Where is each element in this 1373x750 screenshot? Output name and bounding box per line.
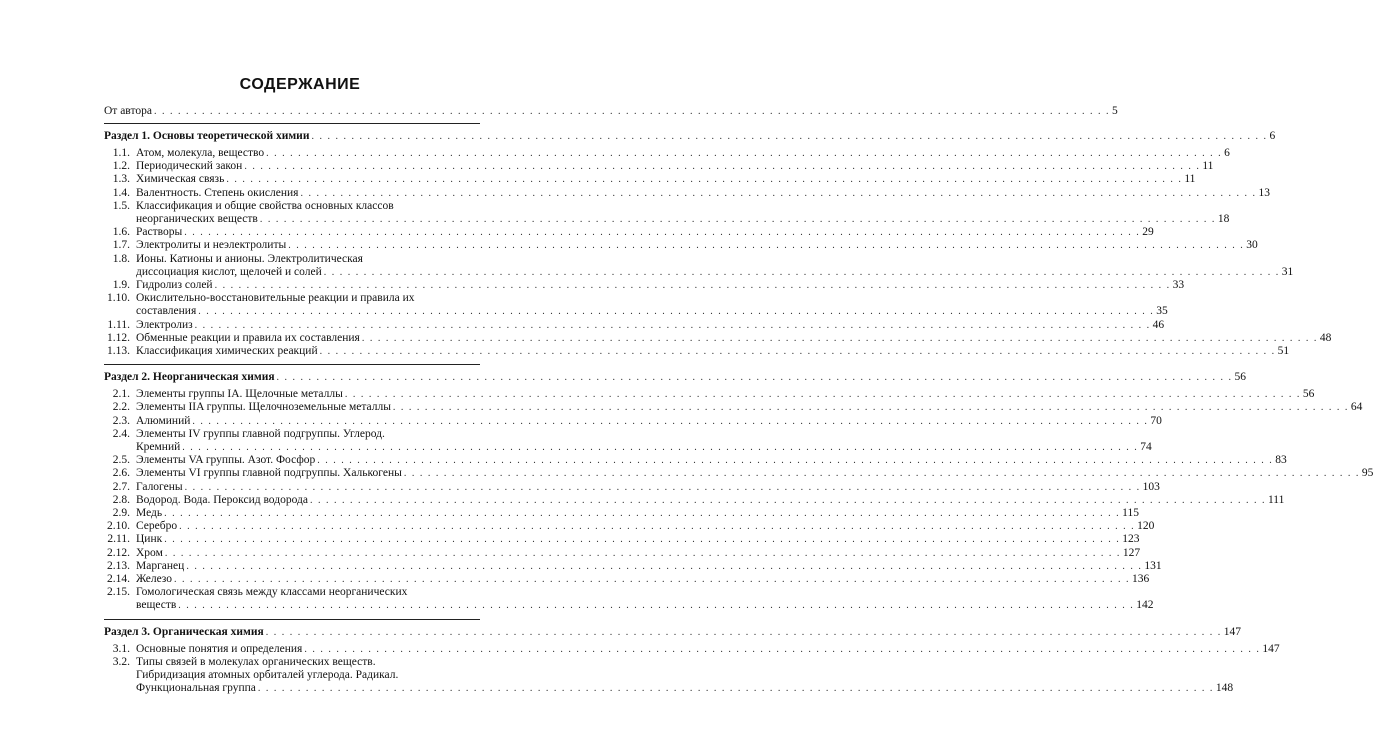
toc-entry xyxy=(104,291,480,305)
toc-entry[interactable] xyxy=(104,265,1294,279)
entry-number: 2.12. xyxy=(107,546,130,559)
entry-number: 1.2. xyxy=(112,160,130,173)
toc-entry[interactable] xyxy=(104,466,1373,480)
entry-title: Гидролиз солей xyxy=(136,279,213,291)
dot-leader: . . . . . . . . . . . . . . . . . . . . . . . . . . . . . . . . . . . . . . . . . . . . . . . . . . . . . . . . . . . . . . . . . . . . . . . . . . . . . . . . . . . . . . . . . . . . . . . . . . . . . . . . . . . . . . . . . . . . . . . . xyxy=(304,643,1261,655)
entry-number: 2.8. xyxy=(112,493,130,506)
entry-title: Элементы группы IA. Щелочные металлы xyxy=(136,388,343,401)
page-number: 5 xyxy=(1111,105,1118,117)
page-number: 48 xyxy=(1319,331,1332,344)
dot-leader: . . . . . . . . . . . . . . . . . . . . . . . . . . . . . . . . . . . . . . . . . . . . . . . . . . . . . . . . . . . . . . . . . . . . . . . . . . . . . . . . . . . . . . . . . . . . . . . . . . . . . . . . . . . . . . . . . . . . . . . . xyxy=(300,187,1257,199)
entry-number: 2.3. xyxy=(112,414,130,427)
entry-number: 2.10. xyxy=(107,520,130,533)
entry-title: Марганец xyxy=(136,559,185,572)
page-number: 115 xyxy=(1122,507,1139,519)
toc-entry xyxy=(104,668,480,682)
toc-entry[interactable] xyxy=(104,318,1165,332)
entry-title: Классификация химических реакций xyxy=(136,345,318,357)
entry-title: Электролиз xyxy=(136,318,193,331)
dot-leader: . . . . . . . . . . . . . . . . . . . . . . . . . . . . . . . . . . . . . . . . . . . . . . . . . . . . . . . . . . . . . . . . . . . . . . . . . . . . . . . . . . . . . . . . . . . . . . . . . . . . . . . . . . . . . . . . . . . . . . . . xyxy=(186,560,1143,572)
dot-leader: . . . . . . . . . . . . . . . . . . . . . . . . . . . . . . . . . . . . . . . . . . . . . . . . . . . . . . . . . . . . . . . . . . . . . . . . . . . . . . . . . . . . . . . . . . . . . . . . . . . . . . . . . . . . . . . . . . . . . . . . xyxy=(323,266,1280,278)
toc-entry[interactable] xyxy=(104,278,1185,292)
dot-leader: . . . . . . . . . . . . . . . . . . . . . . . . . . . . . . . . . . . . . . . . . . . . . . . . . . . . . . . . . . . . . . . . . . . . . . . . . . . . . . . . . . . . . . . . . . . . . . . . . . . . . . . . . . . . . . . . . . . . . . . . xyxy=(194,319,1151,331)
entry-number: 1.7. xyxy=(112,239,130,252)
entry-number: 1.13. xyxy=(107,345,130,357)
entry-number: 3.2. xyxy=(112,655,130,668)
toc-entry[interactable] xyxy=(104,480,1160,494)
dot-leader: . . . . . . . . . . . . . . . . . . . . . . . . . . . . . . . . . . . . . . . . . . . . . . . . . . . . . . . . . . . . . . . . . . . . . . . . . . . . . . . . . . . . . . . . . . . . . . . . . . . . . . . . . . . . . . . . . . . . . . . . xyxy=(392,402,1349,414)
entry-title: Серебро xyxy=(136,520,178,533)
entry-title: Элементы VA группы. Азот. Фосфор xyxy=(136,454,316,467)
toc-entry[interactable] xyxy=(104,304,1168,318)
dot-leader: . . . . . . . . . . . . . . . . . . . . . . . . . . . . . . . . . . . . . . . . . . . . . . . . . . . . . . . . . . . . . . . . . . . . . . . . . . . . . . . . . . . . . . . . . . . . . . . . . . . . . . . . . . . . . . . . . . . . . . . . xyxy=(259,214,1216,225)
entry-title: Периодический закон xyxy=(136,160,243,173)
page-number: 103 xyxy=(1142,480,1160,493)
entry-number: 1.9. xyxy=(112,279,130,291)
page-number: 95 xyxy=(1361,467,1373,480)
section-divider xyxy=(104,364,480,365)
page-number: 33 xyxy=(1172,279,1185,291)
toc-entry xyxy=(104,199,480,213)
toc-entry[interactable] xyxy=(104,559,1162,573)
dot-leader: . . . . . . . . . . . . . . . . . . . . . . . . . . . . . . . . . . . . . . . . . . . . . . . . . . . . . . . . . . . . . . . . . . . . . . . . . . . . . . . . . . . . . . . . . . . . . . . . . . . . . . . . . . . . . . . . . . . . . . . . xyxy=(153,106,1110,117)
entry-number: 1.3. xyxy=(112,173,130,186)
entry-title: Кремний xyxy=(136,441,181,453)
page-number: 46 xyxy=(1152,318,1165,331)
entry-title: веществ xyxy=(136,599,177,612)
entry-title: Окислительно-восстановительные реакции и правила их xyxy=(136,292,415,305)
page-number: 6 xyxy=(1269,130,1276,142)
entry-title: Медь xyxy=(136,507,163,519)
dot-leader: . . . . . . . . . . . . . . . . . . . . . . . . . . . . . . . . . . . . . . . . . . . . . . . . . . . . . . . . . . . . . . . . . . . . . . . . . . . . . . . . . . . . . . . . . . . . . . . . . . . . . . . . . . . . . . . . . . . . . . . . xyxy=(309,494,1266,506)
entry-title: Функциональная группа xyxy=(136,682,256,695)
section-heading[interactable] xyxy=(104,129,1276,143)
entry-number: 2.2. xyxy=(112,401,130,414)
entry-number: 1.11. xyxy=(107,318,130,331)
page-number: 56 xyxy=(1234,371,1247,384)
entry-title: Валентность. Степень окисления xyxy=(136,186,299,199)
section-divider xyxy=(104,619,480,620)
page-number: 83 xyxy=(1275,454,1287,467)
entry-title: неорганических веществ xyxy=(136,213,258,225)
dot-leader: . . . . . . . . . . . . . . . . . . . . . . . . . . . . . . . . . . . . . . . . . . . . . . . . . . . . . . . . . . . . . . . . . . . . . . . . . . . . . . . . . . . . . . . . . . . . . . . . . . . . . . . . . . . . . . . . . . . . . . . . xyxy=(226,174,1183,186)
entry-number: 2.15. xyxy=(107,586,130,599)
toc-entry[interactable] xyxy=(104,440,1152,454)
dot-leader: . . . . . . . . . . . . . . . . . . . . . . . . . . . . . . . . . . . . . . . . . . . . . . . . . . . . . . . . . . . . . . . . . . . . . . . . . . . . . . . . . . . . . . . . . . . . . . . . . . . . . . . . . . . . . . . . . . . . . . . . xyxy=(178,600,1135,612)
entry-number: 1.6. xyxy=(112,226,130,239)
page-number: 35 xyxy=(1156,305,1168,318)
entry-number: 2.5. xyxy=(112,454,130,467)
page-number: 147 xyxy=(1262,642,1280,655)
dot-leader: . . . . . . . . . . . . . . . . . . . . . . . . . . . . . . . . . . . . . . . . . . . . . . . . . . . . . . . . . . . . . . . . . . . . . . . . . . . . . . . . . . . . . . . . . . . . . . . . . . . . . . . . . . . . . . . . . . . . . . . . xyxy=(257,683,1214,695)
toc-entry[interactable] xyxy=(104,331,1332,345)
entry-number: 2.1. xyxy=(112,388,130,401)
entry-title: Железо xyxy=(136,573,173,585)
dot-leader: . . . . . . . . . . . . . . . . . . . . . . . . . . . . . . . . . . . . . . . . . . . . . . . . . . . . . . . . . . . . . . . . . . . . . . . . . . . . . . . . . . . . . . . . . . . . . . . . . . . . . . . . . . . . . . . . . . . . . . . . xyxy=(311,131,1268,142)
toc-entry[interactable] xyxy=(104,172,1196,186)
page-number: 147 xyxy=(1223,625,1241,638)
entry-title: Элементы IV группы главной подгруппы. Углерод. xyxy=(136,427,385,440)
page-number: 127 xyxy=(1122,546,1141,559)
entry-number: 2.4. xyxy=(112,427,130,440)
toc-entry[interactable] xyxy=(104,146,1230,160)
dot-leader: . . . . . . . . . . . . . . . . . . . . . . . . . . . . . . . . . . . . . . . . . . . . . . . . . . . . . . . . . . . . . . . . . . . . . . . . . . . . . . . . . . . . . . . . . . . . . . . . . . . . . . . . . . . . . . . . . . . . . . . . xyxy=(174,574,1131,585)
page-number: 74 xyxy=(1140,441,1152,453)
page-number: 120 xyxy=(1137,520,1155,533)
page-number: 70 xyxy=(1150,414,1162,427)
toc-entry xyxy=(104,252,480,266)
entry-title: Атом, молекула, вещество xyxy=(136,147,265,159)
entry-title: Элементы IIA группы. Щелочноземельные металлы xyxy=(136,401,391,414)
section-divider xyxy=(104,123,480,124)
dot-leader: . . . . . . . . . . . . . . . . . . . . . . . . . . . . . . . . . . . . . . . . . . . . . . . . . . . . . . . . . . . . . . . . . . . . . . . . . . . . . . . . . . . . . . . . . . . . . . . . . . . . . . . . . . . . . . . . . . . . . . . . xyxy=(192,415,1149,427)
entry-title: Цинк xyxy=(136,533,163,546)
toc-entry[interactable] xyxy=(104,414,1162,428)
dot-leader: . . . . . . . . . . . . . . . . . . . . . . . . . . . . . . . . . . . . . . . . . . . . . . . . . . . . . . . . . . . . . . . . . . . . . . . . . . . . . . . . . . . . . . . . . . . . . . . . . . . . . . . . . . . . . . . . . . . . . . . . xyxy=(361,332,1318,344)
page-number: 13 xyxy=(1258,186,1270,199)
dot-leader: . . . . . . . . . . . . . . . . . . . . . . . . . . . . . . . . . . . . . . . . . . . . . . . . . . . . . . . . . . . . . . . . . . . . . . . . . . . . . . . . . . . . . . . . . . . . . . . . . . . . . . . . . . . . . . . . . . . . . . . . xyxy=(179,521,1136,533)
page-number: 136 xyxy=(1132,573,1150,585)
toc-entry-author[interactable] xyxy=(104,104,1118,118)
dot-leader: . . . . . . . . . . . . . . . . . . . . . . . . . . . . . . . . . . . . . . . . . . . . . . . . . . . . . . . . . . . . . . . . . . . . . . . . . . . . . . . . . . . . . . . . . . . . . . . . . . . . . . . . . . . . . . . . . . . . . . . . xyxy=(164,547,1121,559)
page-number: 64 xyxy=(1350,401,1363,414)
page-number: 6 xyxy=(1224,147,1230,159)
entry-number: 2.14. xyxy=(107,573,130,585)
toc-entry xyxy=(104,655,480,669)
entry-number: 1.10. xyxy=(107,292,130,305)
toc-entry[interactable] xyxy=(104,238,1258,252)
entry-title: диссоциация кислот, щелочей и солей xyxy=(136,265,322,278)
section-title: Раздел 1. Основы теоретической химии xyxy=(104,130,310,142)
dot-leader: . . . . . . . . . . . . . . . . . . . . . . . . . . . . . . . . . . . . . . . . . . . . . . . . . . . . . . . . . . . . . . . . . . . . . . . . . . . . . . . . . . . . . . . . . . . . . . . . . . . . . . . . . . . . . . . . . . . . . . . . xyxy=(317,455,1274,467)
entry-title: Основные понятия и определения xyxy=(136,642,303,655)
page-number: 123 xyxy=(1122,533,1140,546)
toc-entry[interactable] xyxy=(104,400,1363,414)
dot-leader: . . . . . . . . . . . . . . . . . . . . . . . . . . . . . . . . . . . . . . . . . . . . . . . . . . . . . . . . . . . . . . . . . . . . . . . . . . . . . . . . . . . . . . . . . . . . . . . . . . . . . . . . . . . . . . . . . . . . . . . . xyxy=(184,481,1141,493)
page-number: 131 xyxy=(1144,559,1162,572)
section-heading[interactable] xyxy=(104,370,1247,384)
dot-leader: . . . . . . . . . . . . . . . . . . . . . . . . . . . . . . . . . . . . . . . . . . . . . . . . . . . . . . . . . . . . . . . . . . . . . . . . . . . . . . . . . . . . . . . . . . . . . . . . . . . . . . . . . . . . . . . . . . . . . . . . xyxy=(164,534,1121,546)
entry-title: От автора xyxy=(104,105,152,117)
toc-entry[interactable] xyxy=(104,519,1155,533)
entry-title: Галогены xyxy=(136,480,183,493)
entry-number: 2.7. xyxy=(112,480,130,493)
dot-leader: . . . . . . . . . . . . . . . . . . . . . . . . . . . . . . . . . . . . . . . . . . . . . . . . . . . . . . . . . . . . . . . . . . . . . . . . . . . . . . . . . . . . . . . . . . . . . . . . . . . . . . . . . . . . . . . . . . . . . . . . xyxy=(214,280,1171,291)
dot-leader: . . . . . . . . . . . . . . . . . . . . . . . . . . . . . . . . . . . . . . . . . . . . . . . . . . . . . . . . . . . . . . . . . . . . . . . . . . . . . . . . . . . . . . . . . . . . . . . . . . . . . . . . . . . . . . . . . . . . . . . . xyxy=(276,372,1233,384)
entry-number: 2.9. xyxy=(112,507,130,519)
entry-number: 3.1. xyxy=(112,642,130,655)
entry-title: Элементы VI группы главной подгруппы. Халькогены xyxy=(136,467,402,480)
page-number: 30 xyxy=(1246,239,1258,252)
toc-entry[interactable] xyxy=(104,186,1270,200)
entry-number: 1.12. xyxy=(107,331,130,344)
dot-leader: . . . . . . . . . . . . . . . . . . . . . . . . . . . . . . . . . . . . . . . . . . . . . . . . . . . . . . . . . . . . . . . . . . . . . . . . . . . . . . . . . . . . . . . . . . . . . . . . . . . . . . . . . . . . . . . . . . . . . . . . xyxy=(288,240,1245,252)
page-number: 18 xyxy=(1217,213,1230,225)
toc-entry[interactable] xyxy=(104,546,1141,560)
entry-number: 1.8. xyxy=(112,252,130,265)
toc-entry[interactable] xyxy=(104,598,1154,612)
section-heading[interactable] xyxy=(104,625,1241,639)
entry-title: Водород. Вода. Пероксид водорода xyxy=(136,493,308,506)
toc-entry[interactable] xyxy=(104,532,1140,546)
dot-leader: . . . . . . . . . . . . . . . . . . . . . . . . . . . . . . . . . . . . . . . . . . . . . . . . . . . . . . . . . . . . . . . . . . . . . . . . . . . . . . . . . . . . . . . . . . . . . . . . . . . . . . . . . . . . . . . . . . . . . . . . xyxy=(319,346,1276,357)
dot-leader: . . . . . . . . . . . . . . . . . . . . . . . . . . . . . . . . . . . . . . . . . . . . . . . . . . . . . . . . . . . . . . . . . . . . . . . . . . . . . . . . . . . . . . . . . . . . . . . . . . . . . . . . . . . . . . . . . . . . . . . . xyxy=(265,626,1222,638)
toc-entry[interactable] xyxy=(104,225,1154,239)
entry-title: Алюминий xyxy=(136,414,191,427)
toc-entry[interactable] xyxy=(104,506,1139,520)
entry-number: 1.1. xyxy=(112,147,130,159)
dot-leader: . . . . . . . . . . . . . . . . . . . . . . . . . . . . . . . . . . . . . . . . . . . . . . . . . . . . . . . . . . . . . . . . . . . . . . . . . . . . . . . . . . . . . . . . . . . . . . . . . . . . . . . . . . . . . . . . . . . . . . . . xyxy=(344,389,1301,401)
entry-title: Ионы. Катионы и анионы. Электролитическая xyxy=(136,252,363,265)
page-number: 56 xyxy=(1302,388,1315,401)
page-number: 148 xyxy=(1215,682,1234,695)
page-number: 11 xyxy=(1184,173,1196,186)
dot-leader: . . . . . . . . . . . . . . . . . . . . . . . . . . . . . . . . . . . . . . . . . . . . . . . . . . . . . . . . . . . . . . . . . . . . . . . . . . . . . . . . . . . . . . . . . . . . . . . . . . . . . . . . . . . . . . . . . . . . . . . . xyxy=(244,161,1201,173)
dot-leader: . . . . . . . . . . . . . . . . . . . . . . . . . . . . . . . . . . . . . . . . . . . . . . . . . . . . . . . . . . . . . . . . . . . . . . . . . . . . . . . . . . . . . . . . . . . . . . . . . . . . . . . . . . . . . . . . . . . . . . . . xyxy=(198,306,1155,318)
entry-title: Типы связей в молекулах органических веществ. xyxy=(136,655,376,668)
entry-title: Хром xyxy=(136,546,163,559)
toc-entry[interactable] xyxy=(104,212,1230,226)
entry-number: 1.4. xyxy=(112,186,130,199)
toc-entry xyxy=(104,427,480,441)
entry-title: Классификация и общие свойства основных классов xyxy=(136,199,394,212)
page-title: СОДЕРЖАНИЕ xyxy=(239,76,361,93)
entry-number: 1.5. xyxy=(112,199,130,212)
toc-entry[interactable] xyxy=(104,453,1287,467)
entry-title: Электролиты и неэлектролиты xyxy=(136,239,287,252)
page-number: 51 xyxy=(1277,345,1290,357)
entry-number: 2.11. xyxy=(107,533,130,546)
page-number: 29 xyxy=(1142,226,1154,239)
entry-title: Гибридизация атомных орбиталей углерода. Радикал. xyxy=(136,669,399,681)
entry-title: Растворы xyxy=(136,226,183,239)
entry-title: составления xyxy=(136,305,197,318)
dot-leader: . . . . . . . . . . . . . . . . . . . . . . . . . . . . . . . . . . . . . . . . . . . . . . . . . . . . . . . . . . . . . . . . . . . . . . . . . . . . . . . . . . . . . . . . . . . . . . . . . . . . . . . . . . . . . . . . . . . . . . . . xyxy=(182,442,1139,453)
page-number: 31 xyxy=(1281,265,1294,278)
toc-entry[interactable] xyxy=(104,572,1150,586)
entry-title: Химическая связь xyxy=(136,173,225,186)
toc-entry xyxy=(104,585,480,599)
toc-entry[interactable] xyxy=(104,493,1285,507)
section-title: Раздел 3. Органическая химия xyxy=(104,625,264,638)
entry-title: Обменные реакции и правила их составления xyxy=(136,331,360,344)
dot-leader: . . . . . . . . . . . . . . . . . . . . . . . . . . . . . . . . . . . . . . . . . . . . . . . . . . . . . . . . . . . . . . . . . . . . . . . . . . . . . . . . . . . . . . . . . . . . . . . . . . . . . . . . . . . . . . . . . . . . . . . . xyxy=(403,468,1360,480)
dot-leader: . . . . . . . . . . . . . . . . . . . . . . . . . . . . . . . . . . . . . . . . . . . . . . . . . . . . . . . . . . . . . . . . . . . . . . . . . . . . . . . . . . . . . . . . . . . . . . . . . . . . . . . . . . . . . . . . . . . . . . . . xyxy=(164,508,1121,519)
entry-number: 2.6. xyxy=(112,467,130,480)
toc-entry[interactable] xyxy=(104,642,1280,656)
toc-entry[interactable] xyxy=(104,344,1290,358)
entry-title: Гомологическая связь между классами неорганических xyxy=(136,586,408,599)
entry-number: 2.13. xyxy=(107,559,130,572)
toc-entry[interactable] xyxy=(104,159,1214,173)
dot-leader: . . . . . . . . . . . . . . . . . . . . . . . . . . . . . . . . . . . . . . . . . . . . . . . . . . . . . . . . . . . . . . . . . . . . . . . . . . . . . . . . . . . . . . . . . . . . . . . . . . . . . . . . . . . . . . . . . . . . . . . . xyxy=(266,148,1223,159)
toc-entry[interactable] xyxy=(104,387,1315,401)
page-number: 111 xyxy=(1267,493,1285,506)
page-number: 11 xyxy=(1202,160,1214,173)
toc-entry[interactable] xyxy=(104,681,1234,695)
dot-leader: . . . . . . . . . . . . . . . . . . . . . . . . . . . . . . . . . . . . . . . . . . . . . . . . . . . . . . . . . . . . . . . . . . . . . . . . . . . . . . . . . . . . . . . . . . . . . . . . . . . . . . . . . . . . . . . . . . . . . . . . xyxy=(184,227,1141,239)
page-number: 142 xyxy=(1136,599,1154,612)
section-title: Раздел 2. Неорганическая химия xyxy=(104,371,275,384)
